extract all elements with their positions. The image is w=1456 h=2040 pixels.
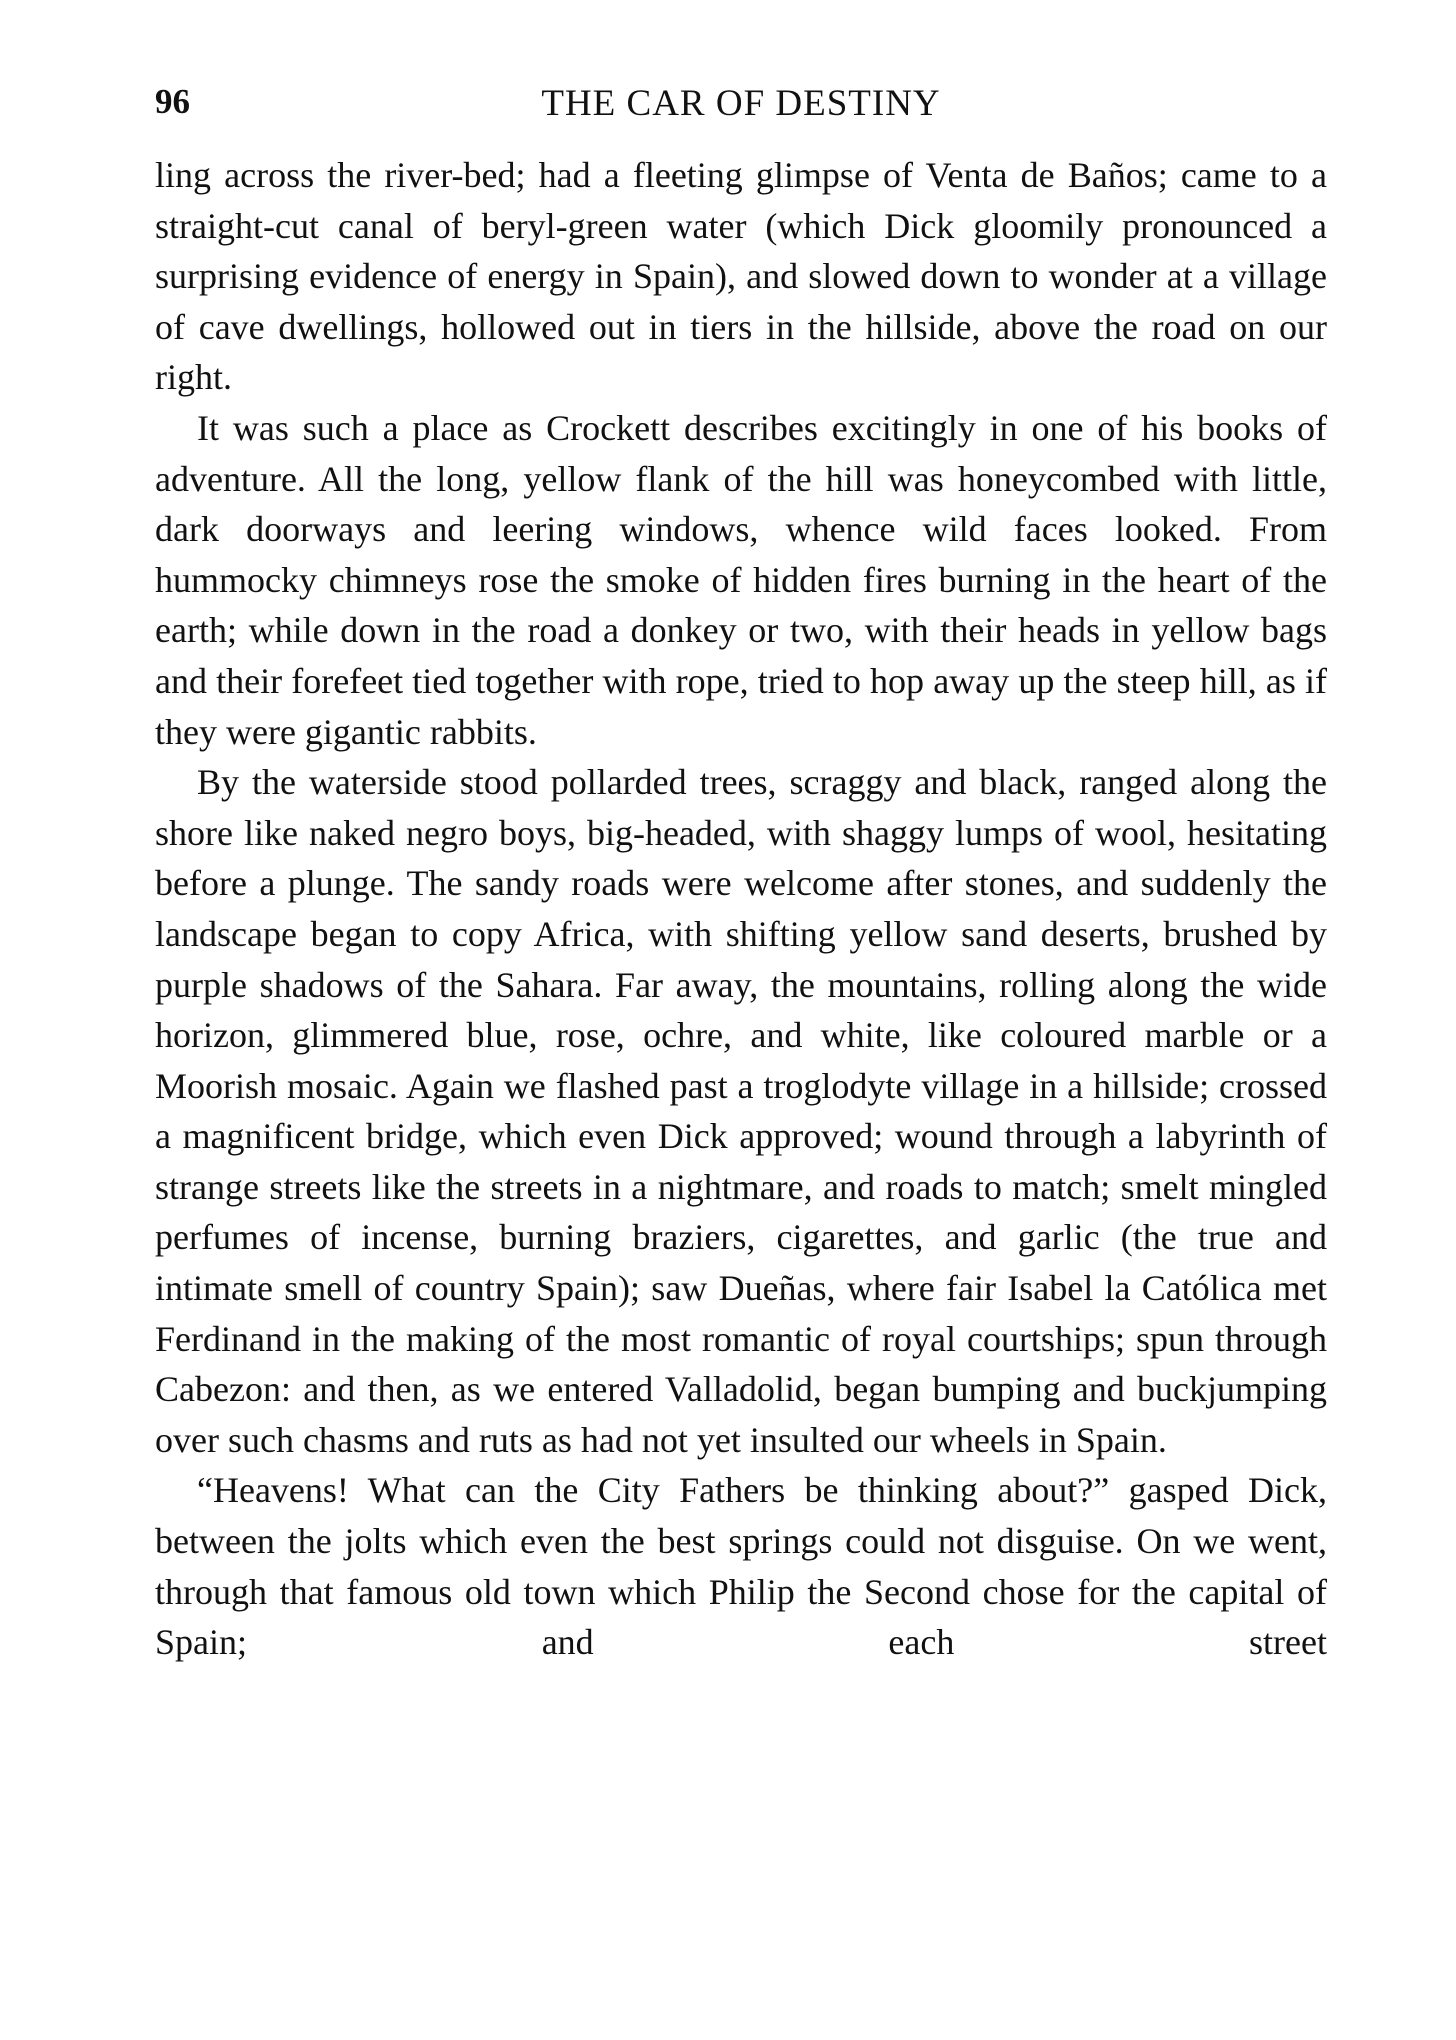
running-title: THE CAR OF DESTINY: [541, 83, 941, 124]
book-page: [155, 82, 1327, 1668]
paragraph-1: ling across the river-bed; had a fleeting glimpse of Venta de Baños; came to a straight-cut canal of beryl-green water (which Dick gloomily pronounced a surprising evidence of energy in Spain), and slowed down to wonder at a village of cave dwellings, hollowed out in tiers in the hillside, above the road on our right.: [155, 155, 1327, 398]
paragraph-2: It was such a place as Crockett describes excitingly in one of his books of adventure. All the long, yellow flank of the hill was honeycombed with little, dark doorways and leering windows, whence wild faces looked. From hummocky chimneys rose the smoke of hidden fires burning in the heart of the earth; while down in the road a donkey or two, with their heads in yellow bags and their forefeet tied together with rope, tried to hop away up the steep hill, as if they were gigantic rabbits.: [155, 407, 1327, 752]
page-header: [155, 82, 1327, 138]
page-number: 96: [155, 82, 190, 121]
paragraph-4: “Heavens! What can the City Fathers be thinking about?” gasped Dick, between the jolts which even the best springs could not disguise. On we went, through that famous old town which Philip the Second chose for the capital of Spain; and each street: [155, 1470, 1327, 1663]
paragraph-3: By the waterside stood pollarded trees, scraggy and black, ranged along the shore like naked negro boys, big-headed, with shaggy lumps of wool, hesitating before a plunge. The sandy roads were welcome after stones, and suddenly the landscape began to copy Africa, with shifting yellow sand deserts, brushed by purple shadows of the Sahara. Far away, the mountains, rolling along the wide horizon, glimmered blue, rose, ochre, and white, like coloured marble or a Moorish mosaic. Again we flashed past a troglodyte village in a hillside; crossed a magnificent bridge, which even Dick approved; wound through a labyrinth of strange streets like the streets in a nightmare, and roads to match; smelt mingled perfumes of incense, burning braziers, cigarettes, and garlic (the true and intimate smell of country Spain); saw Dueñas, where fair Isabel la Católica met Ferdinand in the making of the most romantic of royal courtships; spun through Cabezon: and then, as we entered Valladolid, began bumping and buckjumping over such chasms and ruts as had not yet insulted our wheels in Spain.: [155, 762, 1327, 1460]
body-text: [155, 150, 1327, 1668]
